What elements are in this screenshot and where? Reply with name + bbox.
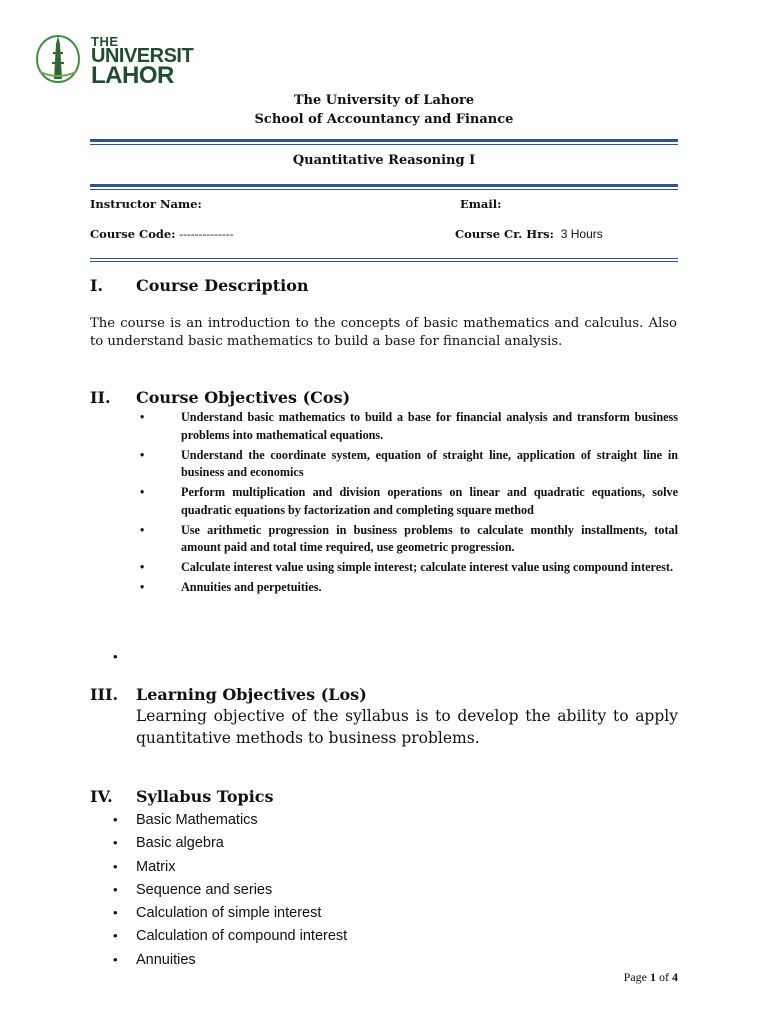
topic-text: Calculation of compound interest [136, 928, 348, 945]
course-code-value: -------------- [179, 227, 234, 241]
syllabus-topics-list [113, 810, 347, 973]
header-rule-1 [90, 139, 678, 145]
logo-text-lahore: LAHOR [91, 62, 174, 89]
course-code [90, 227, 234, 241]
bullet-icon: • [113, 881, 118, 897]
course-description-text: The course is an introduction to the concepts of basic mathematics and calculus. Also to understand basic mathematics to build a base for financial analysis. [90, 316, 677, 349]
minar-logo-icon [34, 32, 86, 84]
bullet-icon: • [140, 580, 145, 594]
section-3-number: III. [90, 685, 119, 704]
current-page: 1 [650, 970, 656, 984]
bullet-icon: • [140, 485, 145, 499]
list-item [113, 903, 347, 926]
list-item [113, 880, 347, 903]
objective-text: Perform multiplication and division operations on linear and quadratic equations, solve quadratic equations by factorization and completing square method [181, 485, 678, 517]
list-item [113, 950, 347, 973]
list-item [136, 579, 678, 597]
bullet-icon: • [140, 410, 145, 424]
bullet-icon: • [113, 951, 118, 967]
topic-text: Calculation of simple interest [136, 905, 322, 922]
section-1-title: Course Description [136, 276, 309, 295]
university-logo [34, 32, 194, 89]
list-item [113, 926, 347, 949]
credit-hours-value: 3 Hours [560, 227, 603, 241]
objective-text: Understand basic mathematics to build a base for financial analysis and transform business problems into mathematical equations. [181, 410, 678, 442]
school-name: School of Accountancy and Finance [254, 112, 514, 127]
header-rule-3 [90, 258, 678, 262]
of-word: of [659, 970, 669, 984]
bullet-icon: • [113, 858, 118, 874]
section-4-title: Syllabus Topics [136, 787, 274, 806]
list-item [113, 810, 347, 833]
objective-text: Annuities and perpetuities. [181, 580, 322, 594]
list-item [136, 447, 678, 482]
list-item [136, 409, 678, 444]
objective-text: Use arithmetic progression in business problems to calculate monthly installments, total amount paid and total time required, use geometric progression. [181, 522, 678, 554]
logo-text-university: UNIVERSIT [91, 45, 194, 67]
credit-hours-label: Course Cr. Hrs: [455, 227, 554, 241]
page-number [560, 970, 678, 985]
header-rule-2 [90, 184, 678, 190]
course-objectives-list [136, 409, 678, 599]
section-2-number: II. [90, 388, 111, 407]
logo-text-the: THE [91, 34, 119, 49]
total-pages: 4 [672, 970, 678, 984]
instructor-label: Instructor Name: [90, 197, 202, 211]
topic-text: Sequence and series [136, 881, 273, 898]
course-code-label: Course Code: [90, 227, 176, 241]
list-item [113, 857, 347, 880]
topic-text: Basic Mathematics [136, 812, 258, 828]
topic-text: Basic algebra [136, 835, 224, 852]
topic-text: Annuities [136, 951, 196, 968]
bullet-icon: • [113, 905, 118, 921]
bullet-icon: • [113, 928, 118, 944]
learning-objectives-text: Learning objective of the syllabus is to develop the ability to apply quantitative methods to business problems. [136, 707, 678, 747]
course-title: Quantitative Reasoning I [292, 153, 476, 168]
empty-bullet-icon: • [113, 649, 118, 664]
list-item [136, 559, 678, 577]
bullet-icon: • [140, 560, 145, 574]
section-1-number: I. [90, 276, 104, 295]
bullet-icon: • [113, 835, 118, 851]
email-label: Email: [460, 197, 502, 211]
objective-text: Understand the coordinate system, equation of straight line, application of straight line in business and economics [181, 447, 678, 479]
section-3-title: Learning Objectives (Los) [136, 685, 367, 704]
section-4-number: IV. [90, 787, 113, 806]
credit-hours [455, 227, 603, 241]
page-word: Page [623, 970, 647, 984]
bullet-icon: • [140, 522, 145, 537]
section-2-title: Course Objectives (Cos) [136, 388, 351, 407]
bullet-icon: • [140, 447, 145, 462]
list-item [136, 484, 678, 519]
university-name: The University of Lahore [293, 93, 475, 108]
list-item [113, 833, 347, 856]
list-item [136, 522, 678, 557]
objective-text: Calculate interest value using simple interest; calculate interest value using compound interest. [181, 560, 673, 574]
bullet-icon: • [113, 812, 118, 827]
topic-text: Matrix [136, 858, 176, 875]
